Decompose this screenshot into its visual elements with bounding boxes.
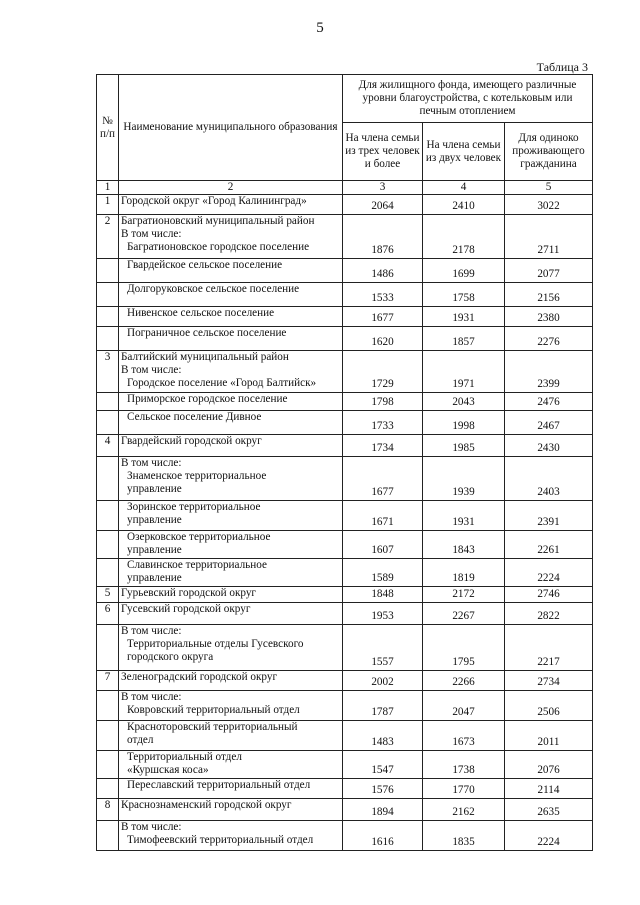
value-single: 2156	[505, 283, 593, 307]
value-two: 2267	[423, 603, 505, 625]
row-number	[97, 501, 119, 531]
value-3plus: 1848	[343, 587, 423, 603]
value-two: 1673	[423, 721, 505, 751]
municipality-name	[119, 457, 343, 501]
value-3plus: 1729	[343, 351, 423, 393]
col-number: 4	[423, 181, 505, 195]
row-number	[97, 559, 119, 587]
name-line: В том числе:	[121, 821, 182, 833]
name-line: Территориальный отдел	[127, 751, 242, 763]
municipality-name	[119, 821, 343, 851]
municipality-name	[119, 691, 343, 721]
table-row	[97, 457, 593, 501]
row-number	[97, 751, 119, 779]
municipality-name	[119, 799, 343, 821]
header-group: Для жилищного фонда, имеющего различные уровни благоустройства, с котельковым или печным отоплением	[343, 75, 593, 123]
value-3plus: 1589	[343, 559, 423, 587]
data-table	[96, 74, 593, 851]
value-two: 2043	[423, 393, 505, 411]
name-line: Зеленоградский городской округ	[121, 671, 278, 683]
table-row	[97, 531, 593, 559]
value-two: 1931	[423, 307, 505, 327]
table-row	[97, 751, 593, 779]
municipality-name	[119, 751, 343, 779]
table-row	[97, 411, 593, 435]
row-number	[97, 307, 119, 327]
value-two: 2410	[423, 195, 505, 215]
col-number: 5	[505, 181, 593, 195]
municipality-name	[119, 779, 343, 799]
value-single: 2506	[505, 691, 593, 721]
name-line: В том числе:	[121, 625, 182, 637]
value-two: 2266	[423, 671, 505, 691]
name-line: управление	[127, 544, 182, 556]
municipality-name	[119, 603, 343, 625]
header-num: № п/п	[97, 75, 119, 181]
municipality-name	[119, 587, 343, 603]
value-3plus: 1798	[343, 393, 423, 411]
name-line: В том числе:	[121, 364, 182, 376]
table-row	[97, 351, 593, 393]
name-line: Нивенское сельское поселение	[127, 307, 275, 319]
value-single: 2114	[505, 779, 593, 799]
value-3plus: 1734	[343, 435, 423, 457]
municipality-name	[119, 259, 343, 283]
name-line: Багратионовский муниципальный район	[121, 215, 315, 227]
value-two: 2172	[423, 587, 505, 603]
value-single: 2224	[505, 821, 593, 851]
value-single: 2276	[505, 327, 593, 351]
table-row	[97, 603, 593, 625]
name-line: В том числе:	[121, 457, 182, 469]
row-number	[97, 531, 119, 559]
table-row	[97, 559, 593, 587]
municipality-name	[119, 351, 343, 393]
name-line: Гурьевский городской округ	[121, 587, 257, 599]
row-number: 3	[97, 351, 119, 393]
value-single: 2011	[505, 721, 593, 751]
value-two: 2178	[423, 215, 505, 259]
header-col4: На члена семьи из двух человек	[423, 123, 505, 181]
value-two: 1971	[423, 351, 505, 393]
name-line: Городской округ «Город Калининград»	[121, 195, 307, 207]
name-line: Приморское городское поселение	[127, 393, 288, 405]
row-number	[97, 625, 119, 671]
value-3plus: 1533	[343, 283, 423, 307]
value-single: 2746	[505, 587, 593, 603]
value-3plus: 1557	[343, 625, 423, 671]
header-name: Наименование муниципального образования	[119, 75, 343, 181]
name-line: Переславский территориальный отдел	[127, 779, 311, 791]
value-single: 2711	[505, 215, 593, 259]
value-single: 2217	[505, 625, 593, 671]
name-line: управление	[127, 572, 182, 584]
row-number	[97, 259, 119, 283]
municipality-name	[119, 501, 343, 531]
name-line: Знаменское территориальное	[127, 470, 267, 482]
row-number	[97, 779, 119, 799]
name-line: управление	[127, 483, 182, 495]
value-two: 1770	[423, 779, 505, 799]
name-line: В том числе:	[121, 228, 182, 240]
value-single: 2467	[505, 411, 593, 435]
name-line: Зоринское территориальное	[127, 501, 261, 513]
col-number: 2	[119, 181, 343, 195]
value-single: 2380	[505, 307, 593, 327]
table-row	[97, 215, 593, 259]
table-row	[97, 283, 593, 307]
name-line: Пограничное сельское поселение	[127, 327, 287, 339]
municipality-name	[119, 393, 343, 411]
name-line: управление	[127, 514, 182, 526]
municipality-name	[119, 559, 343, 587]
value-3plus: 1576	[343, 779, 423, 799]
municipality-name	[119, 195, 343, 215]
value-two: 1795	[423, 625, 505, 671]
value-3plus: 1677	[343, 307, 423, 327]
header-col3: На члена семьи из трех человек и более	[343, 123, 423, 181]
municipality-name	[119, 411, 343, 435]
name-line: Багратионовское городское поселение	[127, 241, 310, 253]
row-number: 4	[97, 435, 119, 457]
value-single: 2734	[505, 671, 593, 691]
table-row	[97, 307, 593, 327]
row-number	[97, 393, 119, 411]
municipality-name	[119, 531, 343, 559]
value-single: 2261	[505, 531, 593, 559]
value-3plus: 1953	[343, 603, 423, 625]
row-number	[97, 691, 119, 721]
value-3plus: 1547	[343, 751, 423, 779]
row-number	[97, 411, 119, 435]
row-number: 2	[97, 215, 119, 259]
table-title: Таблица 3	[536, 60, 588, 74]
row-number	[97, 721, 119, 751]
row-number	[97, 821, 119, 851]
table-row	[97, 393, 593, 411]
table-row	[97, 259, 593, 283]
table-row	[97, 501, 593, 531]
table-row	[97, 195, 593, 215]
value-single: 3022	[505, 195, 593, 215]
value-two: 1738	[423, 751, 505, 779]
name-line: Гвардейское сельское поселение	[127, 259, 283, 271]
name-line: «Куршская коса»	[127, 764, 209, 776]
value-single: 2399	[505, 351, 593, 393]
municipality-name	[119, 721, 343, 751]
name-line: Ковровский территориальный отдел	[127, 704, 300, 716]
page-number: 5	[316, 20, 324, 36]
table-row	[97, 821, 593, 851]
value-single: 2403	[505, 457, 593, 501]
row-number: 1	[97, 195, 119, 215]
table-row	[97, 327, 593, 351]
table-row	[97, 799, 593, 821]
value-two: 1699	[423, 259, 505, 283]
value-3plus: 1894	[343, 799, 423, 821]
value-single: 2430	[505, 435, 593, 457]
name-line: Гусевский городской округ	[121, 603, 251, 615]
value-two: 1843	[423, 531, 505, 559]
value-two: 1998	[423, 411, 505, 435]
value-two: 1985	[423, 435, 505, 457]
value-3plus: 1671	[343, 501, 423, 531]
table-row	[97, 721, 593, 751]
name-line: городского округа	[127, 651, 214, 663]
municipality-name	[119, 307, 343, 327]
table-row	[97, 625, 593, 671]
value-3plus: 1677	[343, 457, 423, 501]
value-single: 2224	[505, 559, 593, 587]
value-3plus: 1486	[343, 259, 423, 283]
value-two: 1931	[423, 501, 505, 531]
name-line: Славинское территориальное	[127, 559, 267, 571]
name-line: Территориальные отделы Гусевского	[127, 638, 304, 650]
municipality-name	[119, 435, 343, 457]
table-body	[97, 181, 593, 851]
table-row	[97, 671, 593, 691]
name-line: Долгоруковское сельское поселение	[127, 283, 300, 295]
column-numbers-row	[97, 181, 593, 195]
value-single: 2391	[505, 501, 593, 531]
municipality-name	[119, 215, 343, 259]
table-row	[97, 779, 593, 799]
value-3plus: 1620	[343, 327, 423, 351]
value-3plus: 2002	[343, 671, 423, 691]
name-line: Тимофеевский территориальный отдел	[127, 834, 314, 846]
value-single: 2822	[505, 603, 593, 625]
name-line: Балтийский муниципальный район	[121, 351, 289, 363]
value-3plus: 1607	[343, 531, 423, 559]
municipality-name	[119, 327, 343, 351]
table-row	[97, 435, 593, 457]
name-line: Городское поселение «Город Балтийск»	[127, 377, 317, 389]
row-number: 8	[97, 799, 119, 821]
name-line: Краснознаменский городской округ	[121, 799, 292, 811]
value-3plus: 1616	[343, 821, 423, 851]
col-number: 1	[97, 181, 119, 195]
name-line: отдел	[127, 734, 154, 746]
value-two: 1939	[423, 457, 505, 501]
value-two: 2162	[423, 799, 505, 821]
value-single: 2077	[505, 259, 593, 283]
value-3plus: 1733	[343, 411, 423, 435]
row-number: 7	[97, 671, 119, 691]
municipality-name	[119, 283, 343, 307]
municipality-name	[119, 671, 343, 691]
name-line: В том числе:	[121, 691, 182, 703]
value-single: 2476	[505, 393, 593, 411]
header-col5: Для одиноко проживающего гражданина	[505, 123, 593, 181]
value-3plus: 1483	[343, 721, 423, 751]
name-line: Сельское поселение Дивное	[127, 411, 262, 423]
value-two: 1835	[423, 821, 505, 851]
name-line: Озерковское территориальное	[127, 531, 271, 543]
value-3plus: 1787	[343, 691, 423, 721]
value-3plus: 1876	[343, 215, 423, 259]
value-two: 1857	[423, 327, 505, 351]
value-single: 2076	[505, 751, 593, 779]
table-row	[97, 587, 593, 603]
row-number	[97, 327, 119, 351]
value-two: 2047	[423, 691, 505, 721]
name-line: Гвардейский городской округ	[121, 435, 262, 447]
table-row	[97, 691, 593, 721]
municipality-name	[119, 625, 343, 671]
value-two: 1819	[423, 559, 505, 587]
name-line: Красноторовский территориальный	[127, 721, 298, 733]
row-number	[97, 457, 119, 501]
col-number: 3	[343, 181, 423, 195]
value-single: 2635	[505, 799, 593, 821]
row-number	[97, 283, 119, 307]
row-number: 6	[97, 603, 119, 625]
row-number: 5	[97, 587, 119, 603]
value-two: 1758	[423, 283, 505, 307]
value-3plus: 2064	[343, 195, 423, 215]
